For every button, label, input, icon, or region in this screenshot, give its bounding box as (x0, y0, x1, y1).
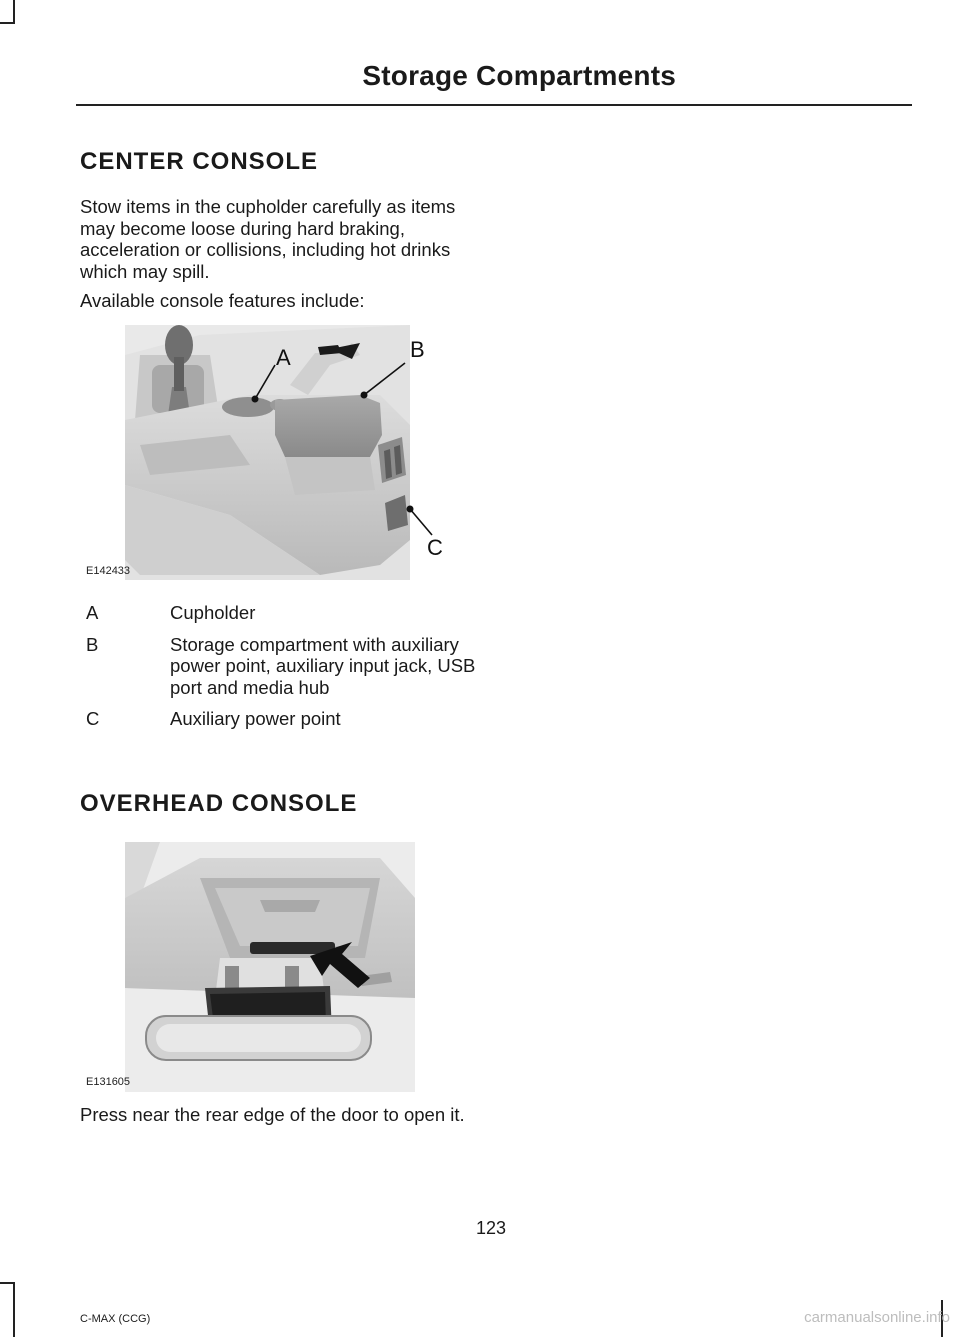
legend-row-c (80, 708, 480, 730)
crop-mark-top-left-h (0, 22, 15, 24)
legend-description: Storage compartment with auxiliary power point, auxiliary input jack, USB port and media hub (170, 633, 476, 698)
overhead-console-illustration (80, 838, 480, 1098)
legend-row-b (80, 634, 480, 699)
callout-c: C (427, 535, 443, 560)
crop-mark-bottom-left-h (0, 1282, 15, 1284)
center-console-legend (80, 602, 480, 740)
center-console-illustration (80, 325, 480, 585)
callout-b: B (410, 337, 425, 362)
overhead-console-instruction: Press near the rear edge of the door to open it. (80, 1104, 465, 1125)
center-console-features-intro: Available console features include: (80, 290, 365, 311)
crop-mark-top-left-v (13, 0, 15, 22)
center-console-figure (80, 325, 480, 585)
overhead-console-figure-id: E131605 (86, 1076, 131, 1088)
legend-description: Auxiliary power point (170, 708, 341, 729)
page-number: 123 (476, 1218, 507, 1238)
crop-mark-bottom-left-v (13, 1282, 15, 1337)
legend-description: Cupholder (170, 602, 256, 623)
footer-model: C-MAX (CCG) (80, 1313, 151, 1325)
center-console-warning-text: Stow items in the cupholder carefully as items may become loose during hard braking, acceleration or collisions, including hot drinks which may spill. (80, 196, 456, 282)
callout-a: A (276, 345, 291, 370)
legend-key: B (86, 633, 99, 655)
center-console-heading: CENTER CONSOLE (80, 148, 319, 175)
legend-key: C (86, 708, 100, 729)
overhead-console-heading: OVERHEAD CONSOLE (80, 790, 358, 817)
watermark: carmanualsonline.info (804, 1309, 950, 1326)
center-console-figure-id: E142433 (86, 565, 131, 577)
legend-row-a (80, 602, 480, 624)
legend-key: A (86, 602, 99, 623)
overhead-console-figure (80, 838, 480, 1098)
header-rule (76, 104, 912, 106)
page-header-title: Storage Compartments (362, 60, 676, 91)
